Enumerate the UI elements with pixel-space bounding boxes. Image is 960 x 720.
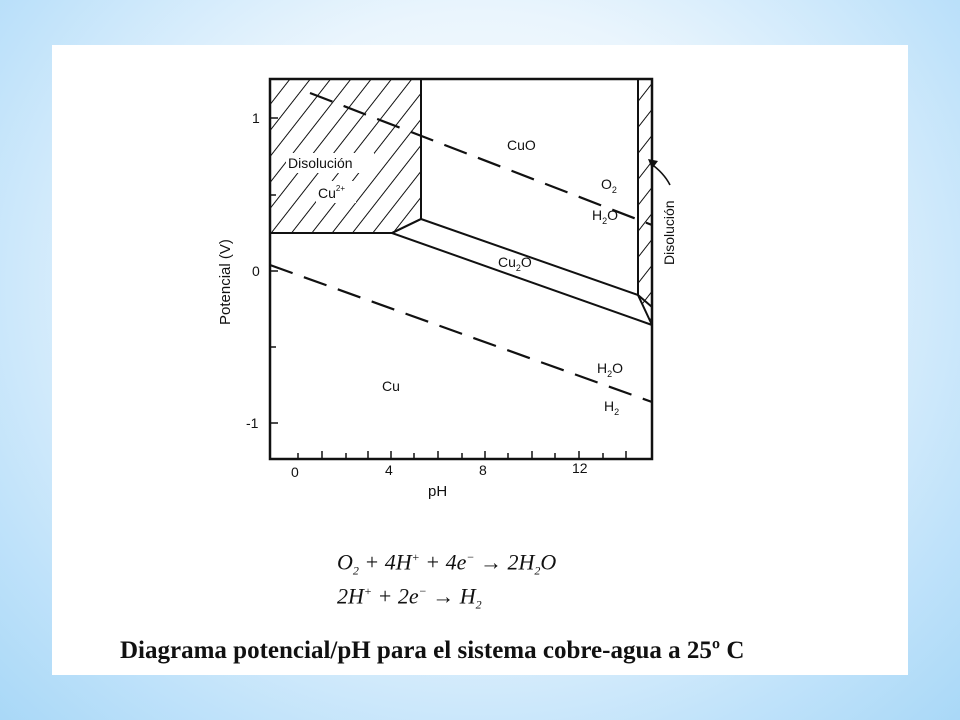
region-label-cu2o: $Cu_2O$ <box>498 254 532 273</box>
region-label-cu2plus: $Cu^{2+}$ <box>318 184 346 201</box>
x-tick-0: 0 <box>291 464 299 480</box>
label-o2: $O_2$ <box>601 176 617 195</box>
y-tick-1: 1 <box>252 110 260 126</box>
reaction-equations <box>337 540 557 612</box>
region-label-cu: Cu <box>382 378 400 394</box>
figure-caption: Diagrama potencial/pH para el sistema cobre-agua a 25º C <box>120 637 745 664</box>
equation-hydrogen-evolution: $2H^+ + 2e^- \to H_2$ <box>337 583 482 612</box>
x-axis-label: pH <box>428 483 448 500</box>
y-axis-label: Potencial (V) <box>217 239 234 325</box>
label-h2o-upper: $H_2O$ <box>592 207 619 226</box>
slide <box>52 45 908 675</box>
x-tick-12: 12 <box>572 460 588 476</box>
region-label-cuo: CuO <box>507 137 536 153</box>
region-label-disolucion-left: Disolución <box>288 155 353 171</box>
dissolution-region-right <box>638 79 652 325</box>
x-tick-8: 8 <box>479 462 487 478</box>
pourbaix-diagram <box>52 45 908 545</box>
equation-oxygen-reduction: $O_2 + 4H^+ + 4e^- \to 2H_2O$ <box>337 549 557 578</box>
y-tick-neg1: -1 <box>246 415 259 431</box>
label-h2: $H_2$ <box>604 398 620 417</box>
hydrogen-water-line <box>270 265 652 402</box>
region-label-disolucion-right: Disolución <box>661 200 677 265</box>
y-tick-0: 0 <box>252 263 260 279</box>
label-h2o-lower: $H_2O$ <box>597 360 624 379</box>
x-tick-4: 4 <box>385 462 393 478</box>
